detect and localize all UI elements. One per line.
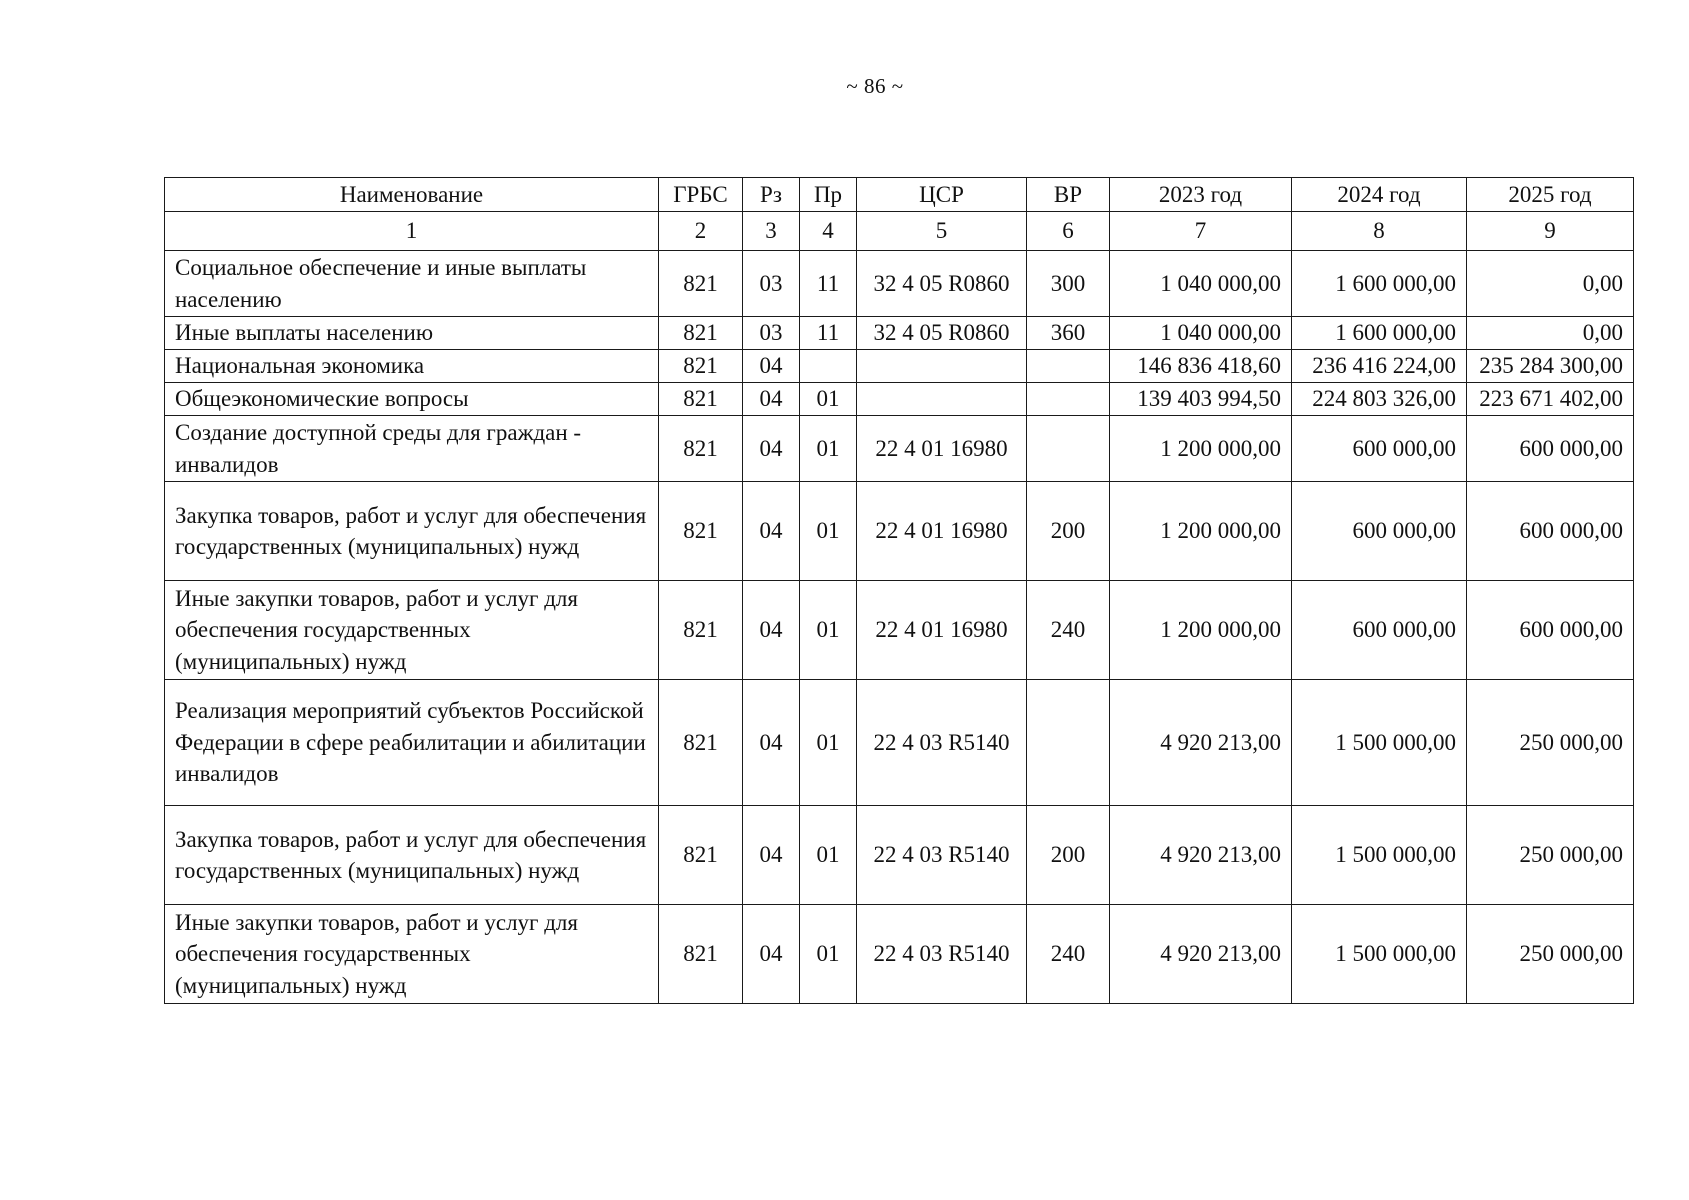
row-csr bbox=[857, 350, 1027, 383]
row-csr: 22 4 01 16980 bbox=[857, 416, 1027, 482]
row-csr: 22 4 01 16980 bbox=[857, 581, 1027, 680]
row-grbs: 821 bbox=[659, 806, 743, 905]
row-rz: 03 bbox=[743, 317, 800, 350]
header-2025: 2025 год bbox=[1467, 178, 1634, 212]
row-name: Реализация мероприятий субъектов Российской Федерации в сфере реабилитации и абилитации инвалидов bbox=[165, 680, 659, 806]
row-2023: 1 200 000,00 bbox=[1110, 482, 1292, 581]
row-grbs: 821 bbox=[659, 581, 743, 680]
table-header bbox=[165, 178, 1634, 251]
row-2023: 4 920 213,00 bbox=[1110, 806, 1292, 905]
row-csr: 32 4 05 R0860 bbox=[857, 317, 1027, 350]
row-rz: 04 bbox=[743, 416, 800, 482]
table-row bbox=[165, 482, 1634, 581]
table-row bbox=[165, 251, 1634, 317]
row-name: Иные закупки товаров, работ и услуг для обеспечения государственных (муниципальных) нужд bbox=[165, 581, 659, 680]
row-grbs: 821 bbox=[659, 482, 743, 581]
row-rz: 04 bbox=[743, 482, 800, 581]
row-name: Иные закупки товаров, работ и услуг для обеспечения государственных (муниципальных) нужд bbox=[165, 905, 659, 1004]
header-vr: ВР bbox=[1027, 178, 1110, 212]
row-2023: 1 200 000,00 bbox=[1110, 581, 1292, 680]
column-number: 2 bbox=[659, 212, 743, 251]
row-grbs: 821 bbox=[659, 317, 743, 350]
row-2023: 4 920 213,00 bbox=[1110, 905, 1292, 1004]
row-pr: 11 bbox=[800, 317, 857, 350]
row-2024: 236 416 224,00 bbox=[1292, 350, 1467, 383]
row-2025: 0,00 bbox=[1467, 251, 1634, 317]
row-csr: 22 4 03 R5140 bbox=[857, 905, 1027, 1004]
row-vr: 240 bbox=[1027, 581, 1110, 680]
row-vr bbox=[1027, 383, 1110, 416]
row-pr: 01 bbox=[800, 905, 857, 1004]
row-rz: 04 bbox=[743, 905, 800, 1004]
header-rz: Рз bbox=[743, 178, 800, 212]
row-2024: 600 000,00 bbox=[1292, 482, 1467, 581]
table-body bbox=[165, 251, 1634, 1004]
row-2024: 1 600 000,00 bbox=[1292, 317, 1467, 350]
header-2023: 2023 год bbox=[1110, 178, 1292, 212]
row-2024: 1 500 000,00 bbox=[1292, 806, 1467, 905]
row-rz: 03 bbox=[743, 251, 800, 317]
row-name: Закупка товаров, работ и услуг для обеспечения государственных (муниципальных) нужд bbox=[165, 482, 659, 581]
row-name: Закупка товаров, работ и услуг для обеспечения государственных (муниципальных) нужд bbox=[165, 806, 659, 905]
row-pr: 11 bbox=[800, 251, 857, 317]
table-row bbox=[165, 383, 1634, 416]
column-number-row bbox=[165, 212, 1634, 251]
row-pr: 01 bbox=[800, 383, 857, 416]
row-grbs: 821 bbox=[659, 416, 743, 482]
row-vr bbox=[1027, 680, 1110, 806]
table-row bbox=[165, 416, 1634, 482]
row-csr: 32 4 05 R0860 bbox=[857, 251, 1027, 317]
row-2025: 600 000,00 bbox=[1467, 581, 1634, 680]
header-row bbox=[165, 178, 1634, 212]
row-2024: 600 000,00 bbox=[1292, 416, 1467, 482]
header-2024: 2024 год bbox=[1292, 178, 1467, 212]
header-grbs: ГРБС bbox=[659, 178, 743, 212]
row-rz: 04 bbox=[743, 581, 800, 680]
row-2025: 600 000,00 bbox=[1467, 416, 1634, 482]
table-row bbox=[165, 806, 1634, 905]
header-csr: ЦСР bbox=[857, 178, 1027, 212]
column-number: 6 bbox=[1027, 212, 1110, 251]
column-number: 4 bbox=[800, 212, 857, 251]
row-vr bbox=[1027, 416, 1110, 482]
row-pr: 01 bbox=[800, 482, 857, 581]
row-vr bbox=[1027, 350, 1110, 383]
row-name: Общеэкономические вопросы bbox=[165, 383, 659, 416]
row-vr: 300 bbox=[1027, 251, 1110, 317]
table-row bbox=[165, 350, 1634, 383]
budget-table bbox=[164, 177, 1634, 1004]
column-number: 7 bbox=[1110, 212, 1292, 251]
row-2024: 1 600 000,00 bbox=[1292, 251, 1467, 317]
row-pr: 01 bbox=[800, 581, 857, 680]
row-name: Создание доступной среды для граждан - инвалидов bbox=[165, 416, 659, 482]
row-pr: 01 bbox=[800, 680, 857, 806]
row-2025: 250 000,00 bbox=[1467, 905, 1634, 1004]
row-name: Социальное обеспечение и иные выплаты населению bbox=[165, 251, 659, 317]
column-number: 1 bbox=[165, 212, 659, 251]
row-rz: 04 bbox=[743, 350, 800, 383]
row-2023: 1 040 000,00 bbox=[1110, 317, 1292, 350]
column-number: 5 bbox=[857, 212, 1027, 251]
row-grbs: 821 bbox=[659, 383, 743, 416]
column-number: 3 bbox=[743, 212, 800, 251]
row-pr: 01 bbox=[800, 416, 857, 482]
row-csr: 22 4 03 R5140 bbox=[857, 806, 1027, 905]
row-vr: 360 bbox=[1027, 317, 1110, 350]
table-row bbox=[165, 317, 1634, 350]
row-2024: 1 500 000,00 bbox=[1292, 905, 1467, 1004]
row-2024: 1 500 000,00 bbox=[1292, 680, 1467, 806]
row-csr: 22 4 03 R5140 bbox=[857, 680, 1027, 806]
row-2025: 0,00 bbox=[1467, 317, 1634, 350]
row-csr: 22 4 01 16980 bbox=[857, 482, 1027, 581]
row-2023: 146 836 418,60 bbox=[1110, 350, 1292, 383]
row-pr bbox=[800, 350, 857, 383]
column-number: 8 bbox=[1292, 212, 1467, 251]
row-rz: 04 bbox=[743, 680, 800, 806]
table-row bbox=[165, 581, 1634, 680]
row-2025: 235 284 300,00 bbox=[1467, 350, 1634, 383]
row-grbs: 821 bbox=[659, 350, 743, 383]
row-2023: 1 200 000,00 bbox=[1110, 416, 1292, 482]
header-name: Наименование bbox=[165, 178, 659, 212]
row-vr: 200 bbox=[1027, 482, 1110, 581]
table-row bbox=[165, 680, 1634, 806]
row-2024: 600 000,00 bbox=[1292, 581, 1467, 680]
row-vr: 200 bbox=[1027, 806, 1110, 905]
header-pr: Пр bbox=[800, 178, 857, 212]
row-pr: 01 bbox=[800, 806, 857, 905]
table-row bbox=[165, 905, 1634, 1004]
row-2025: 223 671 402,00 bbox=[1467, 383, 1634, 416]
row-2025: 250 000,00 bbox=[1467, 680, 1634, 806]
row-2023: 1 040 000,00 bbox=[1110, 251, 1292, 317]
row-grbs: 821 bbox=[659, 251, 743, 317]
row-vr: 240 bbox=[1027, 905, 1110, 1004]
row-name: Иные выплаты населению bbox=[165, 317, 659, 350]
row-2024: 224 803 326,00 bbox=[1292, 383, 1467, 416]
row-2025: 250 000,00 bbox=[1467, 806, 1634, 905]
row-rz: 04 bbox=[743, 383, 800, 416]
row-2023: 139 403 994,50 bbox=[1110, 383, 1292, 416]
row-2023: 4 920 213,00 bbox=[1110, 680, 1292, 806]
page-number: ~ 86 ~ bbox=[846, 74, 904, 98]
row-2025: 600 000,00 bbox=[1467, 482, 1634, 581]
column-number: 9 bbox=[1467, 212, 1634, 251]
row-grbs: 821 bbox=[659, 680, 743, 806]
row-rz: 04 bbox=[743, 806, 800, 905]
row-grbs: 821 bbox=[659, 905, 743, 1004]
row-csr bbox=[857, 383, 1027, 416]
row-name: Национальная экономика bbox=[165, 350, 659, 383]
